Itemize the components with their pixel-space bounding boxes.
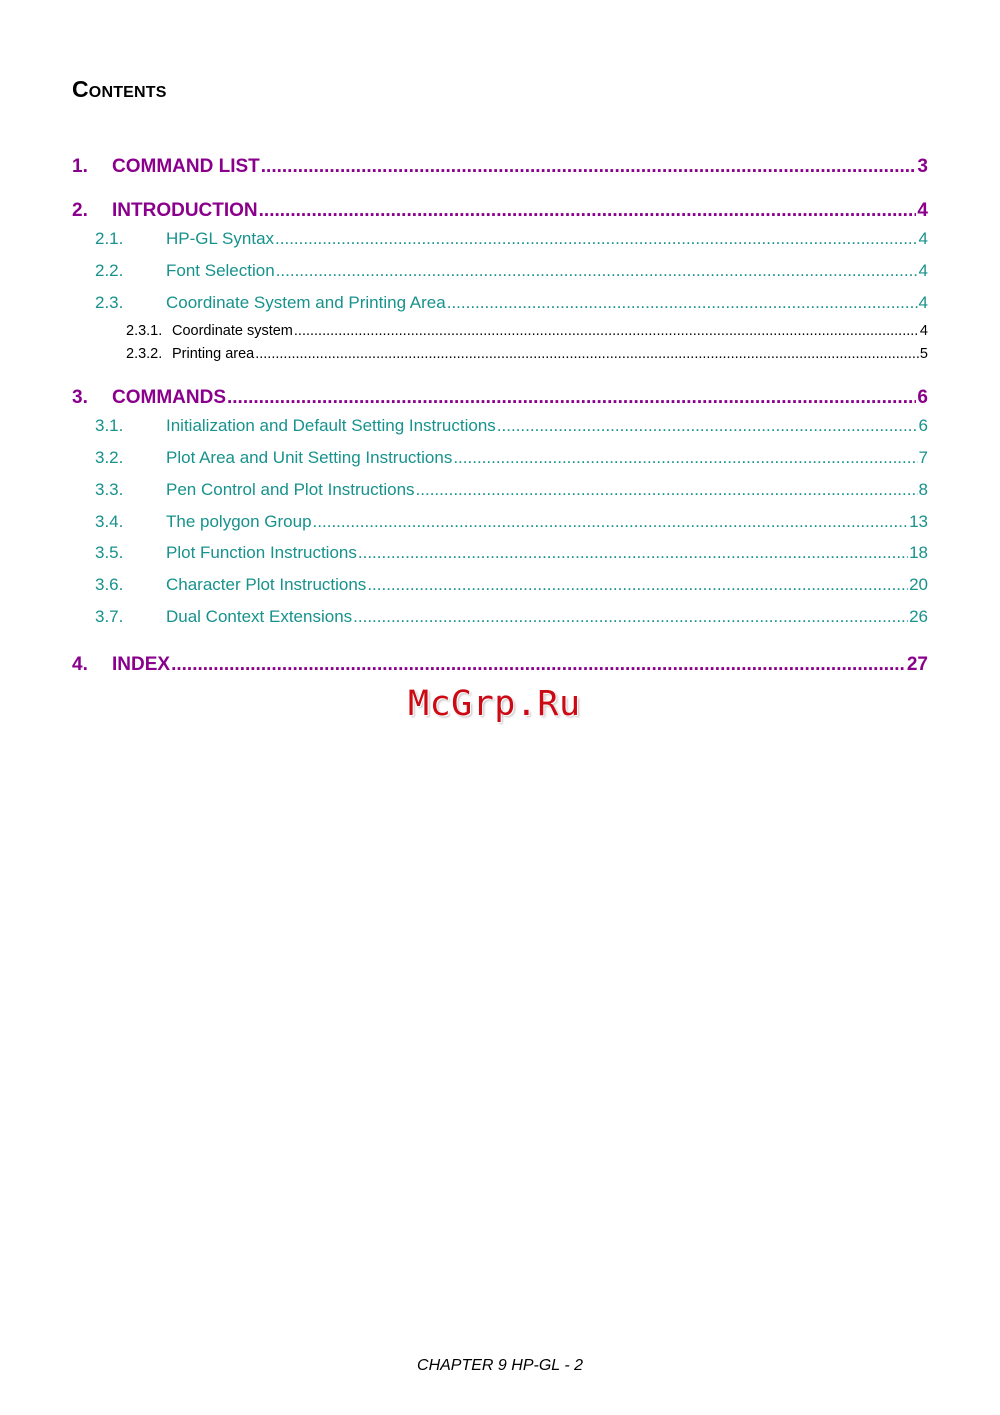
toc-leader [255, 346, 919, 362]
toc-page-number: 4 [918, 261, 928, 280]
toc-title: Character Plot Instructions [166, 575, 367, 594]
toc-title: Coordinate System and Printing Area [166, 293, 446, 312]
toc-number: 1. [72, 156, 88, 177]
toc-leader [453, 448, 917, 468]
toc-page-number: 4 [917, 200, 928, 221]
toc-number: 3. [72, 387, 88, 408]
toc-leader [294, 323, 919, 339]
toc-leader [275, 229, 918, 249]
toc-page-number: 4 [919, 323, 928, 339]
toc-title: HP-GL Syntax [166, 229, 275, 248]
page-footer: CHAPTER 9 HP-GL - 2 [417, 1357, 583, 1374]
toc-number: 2.1. [95, 229, 124, 248]
toc-entry-pen-control[interactable] [72, 480, 928, 500]
toc-page-number: 13 [909, 512, 928, 531]
toc-entry-index[interactable] [72, 654, 928, 676]
toc-leader [416, 480, 918, 500]
toc-page-number: 18 [909, 543, 928, 562]
toc-page-number: 3 [917, 156, 928, 177]
toc-title: Dual Context Extensions [166, 607, 353, 626]
toc-leader [171, 654, 906, 676]
toc-title: INDEX [112, 654, 171, 675]
toc-number: 3.2. [95, 448, 124, 467]
toc-title: Initialization and Default Setting Instructions [166, 416, 496, 435]
toc-entry-commands[interactable] [72, 387, 928, 409]
toc-title: Font Selection [166, 261, 275, 280]
toc-page-number: 26 [909, 607, 928, 626]
toc-page-number: 7 [918, 448, 928, 467]
toc-page-number: 27 [906, 654, 928, 675]
toc-title: COMMAND LIST [112, 156, 260, 177]
toc-number: 2.3. [95, 293, 124, 312]
toc-number: 2.3.2. [126, 346, 163, 362]
toc-leader [358, 543, 908, 563]
toc-title: Printing area [172, 346, 255, 362]
toc-entry-introduction[interactable] [72, 200, 928, 222]
toc-entry-command-list[interactable] [72, 156, 928, 178]
toc-page-number: 6 [918, 416, 928, 435]
toc-number: 3.7. [95, 607, 124, 626]
toc-leader [313, 512, 909, 532]
toc-title: COMMANDS [112, 387, 226, 408]
toc-leader [447, 293, 918, 313]
toc-entry-polygon-group[interactable] [72, 512, 928, 532]
toc-title: Plot Function Instructions [166, 543, 357, 562]
toc-entry-dual-context[interactable] [72, 607, 928, 627]
toc-entry-plot-function[interactable] [72, 543, 928, 563]
toc-number: 3.1. [95, 416, 124, 435]
toc-number: 4. [72, 654, 88, 675]
toc-leader [353, 607, 908, 627]
toc-entry-coordinate-system[interactable] [72, 323, 928, 339]
toc-number: 3.5. [95, 543, 124, 562]
toc-leader [367, 575, 908, 595]
toc-page-number: 6 [917, 387, 928, 408]
toc-leader [259, 200, 917, 222]
toc-title: Coordinate system [172, 323, 293, 339]
toc-title: Pen Control and Plot Instructions [166, 480, 415, 499]
toc-page-number: 4 [918, 229, 928, 248]
toc-number: 3.4. [95, 512, 124, 531]
watermark: McGrp.Ru [408, 684, 581, 724]
toc-page-number: 5 [919, 346, 928, 362]
toc-entry-character-plot[interactable] [72, 575, 928, 595]
toc-entry-plot-area[interactable] [72, 448, 928, 468]
toc-leader [261, 156, 917, 178]
toc-entry-initialization[interactable] [72, 416, 928, 436]
toc-title: The polygon Group [166, 512, 312, 531]
toc-number: 3.3. [95, 480, 124, 499]
toc-title: Plot Area and Unit Setting Instructions [166, 448, 453, 467]
toc-leader [227, 387, 916, 409]
toc-entry-printing-area[interactable] [72, 346, 928, 362]
toc-title: INTRODUCTION [112, 200, 258, 221]
toc-number: 2. [72, 200, 88, 221]
toc-leader [276, 261, 918, 281]
toc-entry-coordinate-system-and-printing-area[interactable] [72, 293, 928, 313]
toc-entry-hpgl-syntax[interactable] [72, 229, 928, 249]
toc-leader [497, 416, 918, 436]
toc-page-number: 20 [909, 575, 928, 594]
toc-number: 3.6. [95, 575, 124, 594]
toc-entry-font-selection[interactable] [72, 261, 928, 281]
toc-page-number: 4 [918, 293, 928, 312]
toc-page-number: 8 [918, 480, 928, 499]
toc-number: 2.3.1. [126, 323, 163, 339]
toc-number: 2.2. [95, 261, 124, 280]
page-title: Contents [72, 76, 167, 102]
